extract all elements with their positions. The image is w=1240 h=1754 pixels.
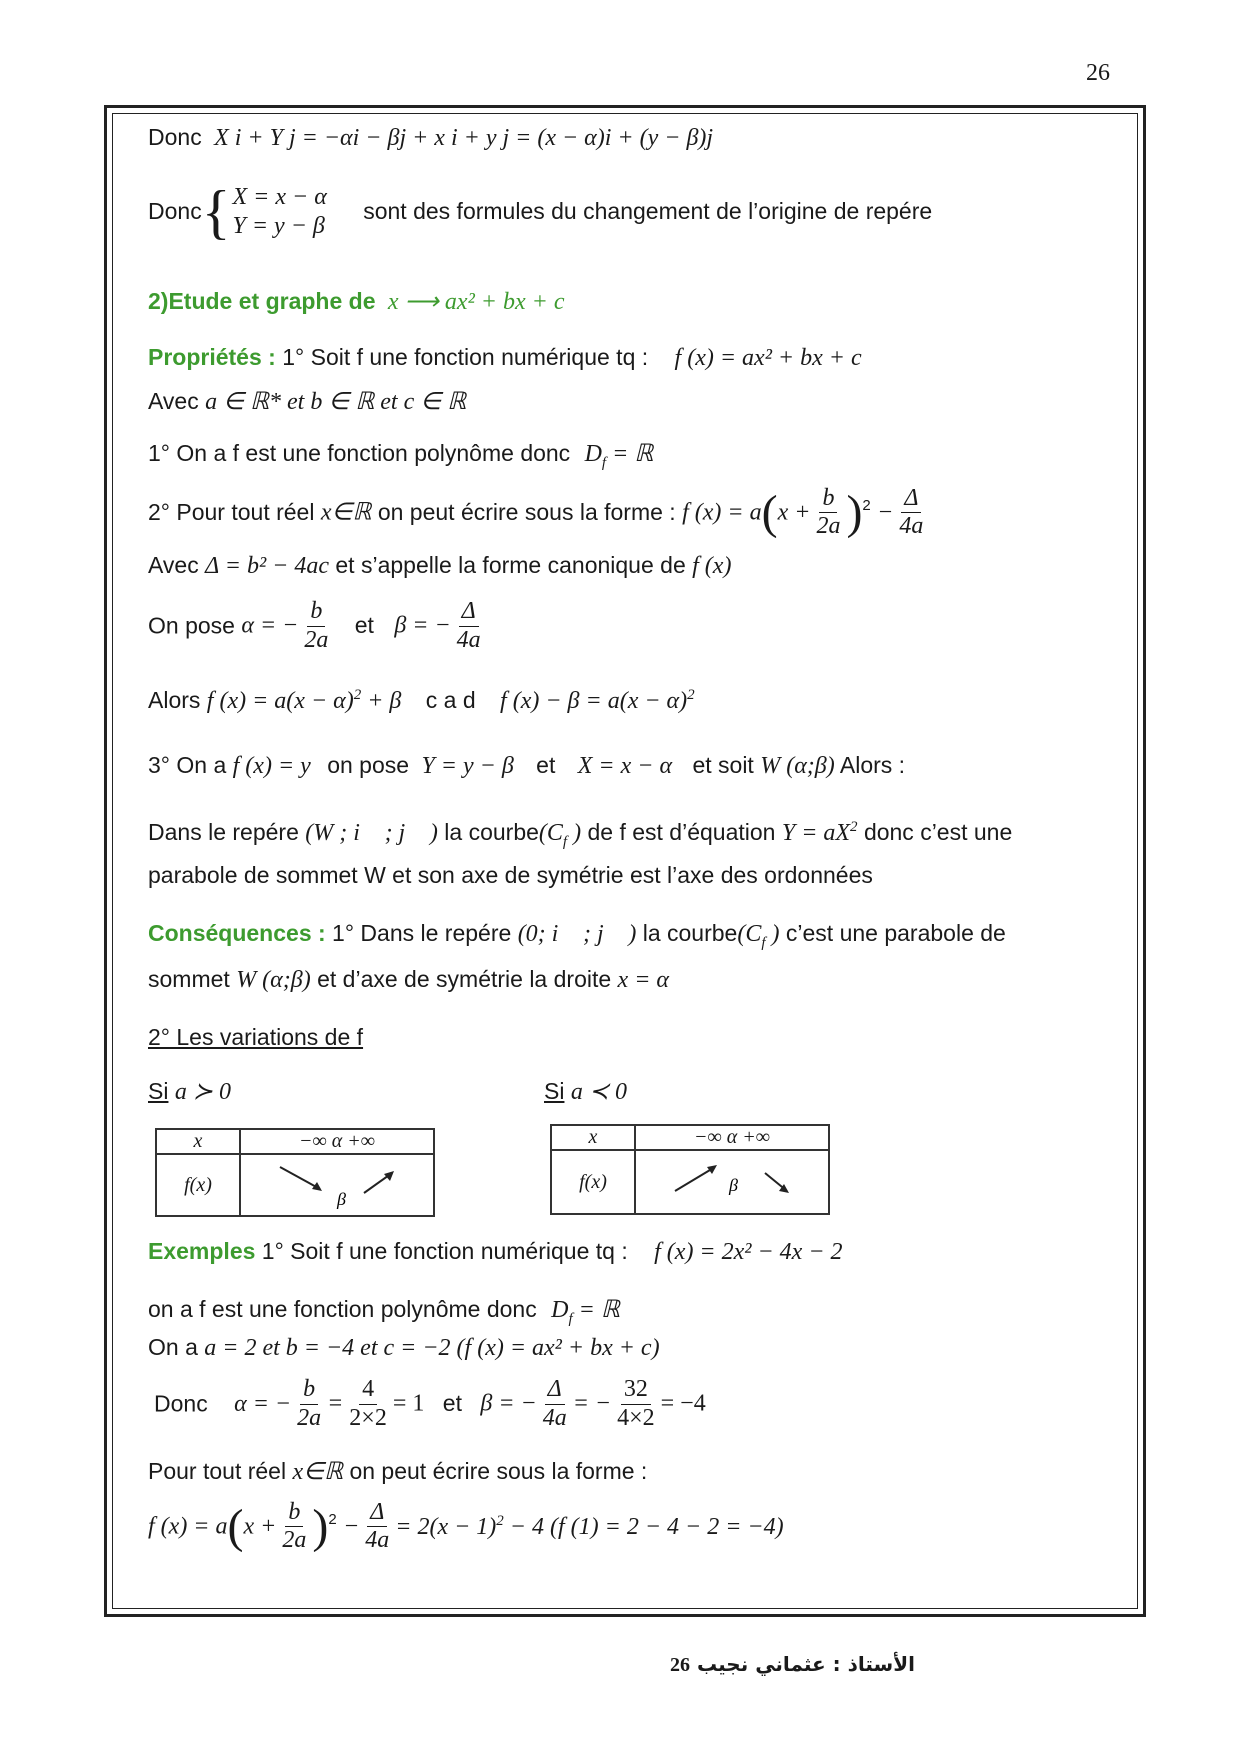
variation-arrows-negative <box>637 1151 827 1207</box>
property-3: 3° On a f (x) = y on pose Y = y − β et X = x − α et soit W (α;β) Alors : <box>148 752 906 779</box>
properties-intro: Propriétés : 1° Soit f une fonction numérique tq : f (x) = ax² + bx + c <box>148 344 862 371</box>
variation-table-positive: x −∞ α +∞ f(x) β <box>155 1128 435 1217</box>
cond-positive: Si a ≻ 0 <box>148 1078 231 1105</box>
example-intro: Exemples 1° Soit f une fonction numérique tq : f (x) = 2x² − 4x − 2 <box>148 1238 843 1265</box>
parabole-line: parabole de sommet W et son axe de symétrie est l’axe des ordonnées <box>148 862 873 888</box>
consequences-line: Conséquences : 1° Dans le repére (0; i⃗ ; j⃗ ) la $courbe(C_f$ ) c’est une parabole de <box>148 920 1006 951</box>
beta-label: β <box>337 1189 346 1209</box>
author-name: الأستاذ : عثماني نجيب <box>696 1652 915 1676</box>
example-canonical: f (x) = a(x + $\frac{b}{2a}$ )$^2$ − $\frac{\Delta}{4a}$ = $2(x - 1)^2 - 4$ (f (1) = 2 − 4 − 2 = −4) <box>148 1498 784 1554</box>
property-2: 2° Pour tout réel x∈ℝ on peut écrire sous la forme : f (x) = a(x + $\frac{b}{2a}$ )$^2$ − $\frac{\Delta}{4a}$ <box>148 484 924 540</box>
variation-arrows-positive <box>242 1155 432 1209</box>
page-number-top: 26 <box>1086 60 1110 86</box>
avec-line: Avec a ∈ ℝ* et b ∈ ℝ et c ∈ ℝ <box>148 388 467 415</box>
repere-w-line: Dans le repére (W ; i⃗ ; j⃗ ) la $courbe(C_f$ ) de f est d’équation $Y = aX^2$ donc c’est une <box>148 819 1013 850</box>
footer <box>630 1652 915 1677</box>
system-change-origin: Donc{ X = x − α Y = y − β sont des formules du changement de l’origine de repére <box>148 179 933 245</box>
eq-change-origin: Donc X i + Y j = −αi − βj + x i + y j = (x − α)i + (y − β)j <box>148 124 714 151</box>
property-1: 1° On a f est une fonction polynôme donc $D_f$ = ℝ <box>148 440 654 471</box>
example-domain: on a f est une fonction polynôme donc $D_f$ = ℝ <box>148 1296 620 1327</box>
sommet-line: sommet W (α;β) et d’axe de symétrie la droite x = α <box>148 966 669 993</box>
cond-negative: Si a ≺ 0 <box>544 1078 627 1105</box>
alpha-beta-def: On pose α = − $\frac{b}{2a}$ et β = − $\frac{\Delta}{4a}$ <box>148 598 481 653</box>
alors-line: Alors f $(x) = a(x - \alpha)^2 + \beta$ c a d f $(x) - \beta = a(x - \alpha)^2$ <box>148 687 695 714</box>
page-number-bottom: 26 <box>670 1654 690 1676</box>
beta-label: β <box>729 1175 738 1195</box>
variations-title: 2° Les variations de f <box>148 1024 364 1050</box>
discriminant-line: Avec Δ = b² − 4ac et s’appelle la forme canonique de f (x) <box>148 552 732 579</box>
section-title: 2)Etude et graphe de x ⟶ ax² + bx + c <box>148 288 565 315</box>
example-alpha-beta: Donc α = − $\frac{b}{2a}$ = $\frac{4}{2\times 2}$ = 1 et β = − $\frac{\Delta}{4a}$ = − $\frac{32}{4\times 2}$ = −4 <box>154 1376 706 1431</box>
example-coefficients: On a a = 2 et b = −4 et c = −2 (f (x) = ax² + bx + c) <box>148 1334 660 1361</box>
variation-table-negative: x −∞ α +∞ f(x) β <box>550 1124 830 1215</box>
example-forme: Pour tout réel x∈ℝ on peut écrire sous la forme : <box>148 1458 648 1485</box>
